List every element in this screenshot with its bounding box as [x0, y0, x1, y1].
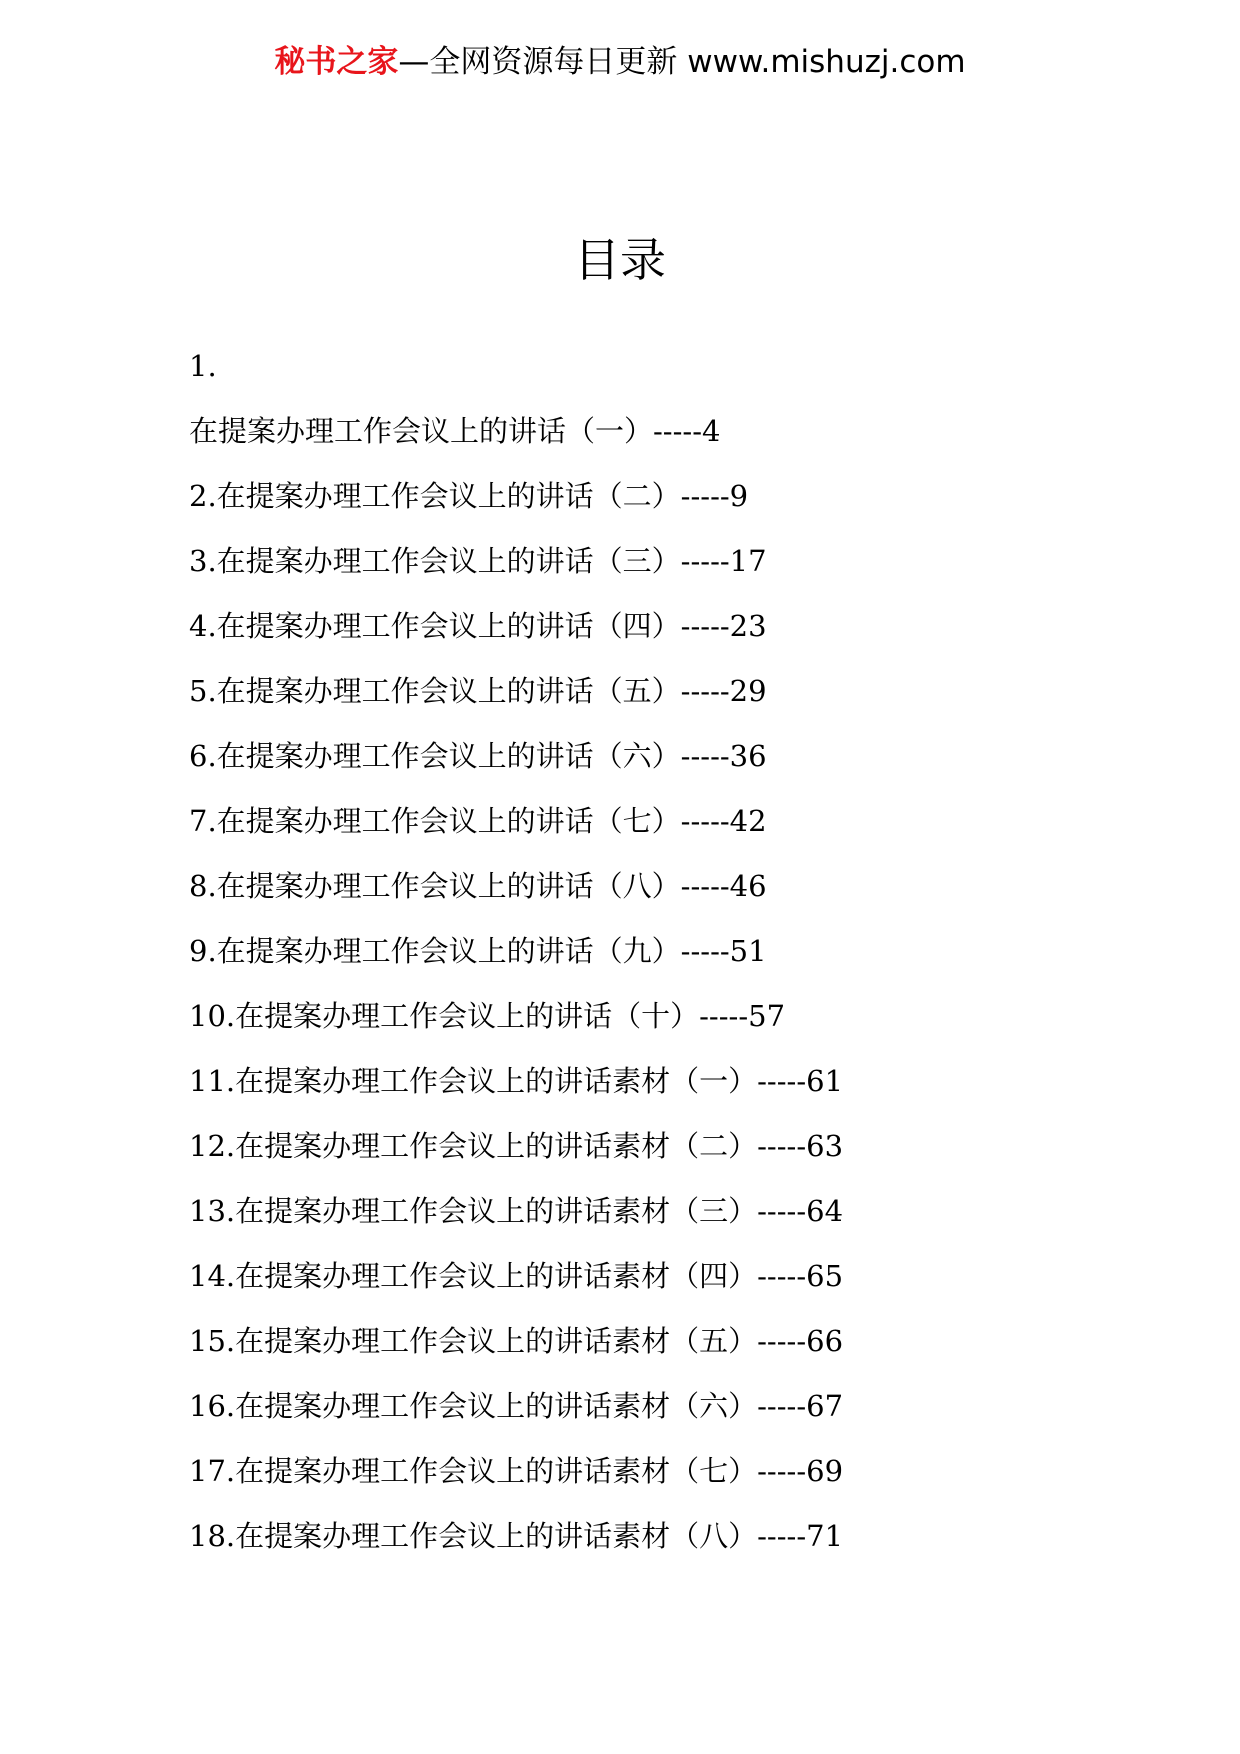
table-of-contents	[189, 334, 1189, 1569]
toc-entry[interactable]: 5.在提案办理工作会议上的讲话（五）-----29	[189, 674, 767, 708]
toc-entry[interactable]: 10.在提案办理工作会议上的讲话（十）-----57	[189, 999, 786, 1033]
toc-entry[interactable]: 16.在提案办理工作会议上的讲话素材（六）-----67	[189, 1389, 844, 1423]
header-tagline: —全网资源每日更新 www.mishuzj.com	[398, 44, 966, 80]
page-title: 目录	[574, 233, 666, 287]
toc-entry[interactable]: 4.在提案办理工作会议上的讲话（四）-----23	[189, 609, 767, 643]
toc-entry[interactable]: 8.在提案办理工作会议上的讲话（八）-----46	[189, 869, 767, 903]
toc-entry[interactable]: 6.在提案办理工作会议上的讲话（六）-----36	[189, 739, 767, 773]
toc-entry[interactable]: 17.在提案办理工作会议上的讲话素材（七）-----69	[189, 1454, 844, 1488]
toc-entry[interactable]: 12.在提案办理工作会议上的讲话素材（二）-----63	[189, 1129, 844, 1163]
toc-entry[interactable]: 在提案办理工作会议上的讲话（一）-----4	[189, 414, 721, 448]
toc-entry[interactable]: 18.在提案办理工作会议上的讲话素材（八）-----71	[189, 1519, 844, 1553]
brand-name: 秘书之家	[274, 44, 399, 80]
toc-entry[interactable]: 9.在提案办理工作会议上的讲话（九）-----51	[189, 934, 767, 968]
page-header	[0, 40, 1240, 84]
toc-entry[interactable]: 14.在提案办理工作会议上的讲话素材（四）-----65	[189, 1259, 844, 1293]
toc-entry[interactable]: 2.在提案办理工作会议上的讲话（二）-----9	[189, 479, 749, 513]
toc-entry[interactable]: 1.	[189, 349, 217, 383]
toc-entry[interactable]: 7.在提案办理工作会议上的讲话（七）-----42	[189, 804, 767, 838]
toc-entry[interactable]: 11.在提案办理工作会议上的讲话素材（一）-----61	[189, 1064, 844, 1098]
toc-entry[interactable]: 3.在提案办理工作会议上的讲话（三）-----17	[189, 544, 767, 578]
toc-entry[interactable]: 15.在提案办理工作会议上的讲话素材（五）-----66	[189, 1324, 844, 1358]
toc-entry[interactable]: 13.在提案办理工作会议上的讲话素材（三）-----64	[189, 1194, 844, 1228]
